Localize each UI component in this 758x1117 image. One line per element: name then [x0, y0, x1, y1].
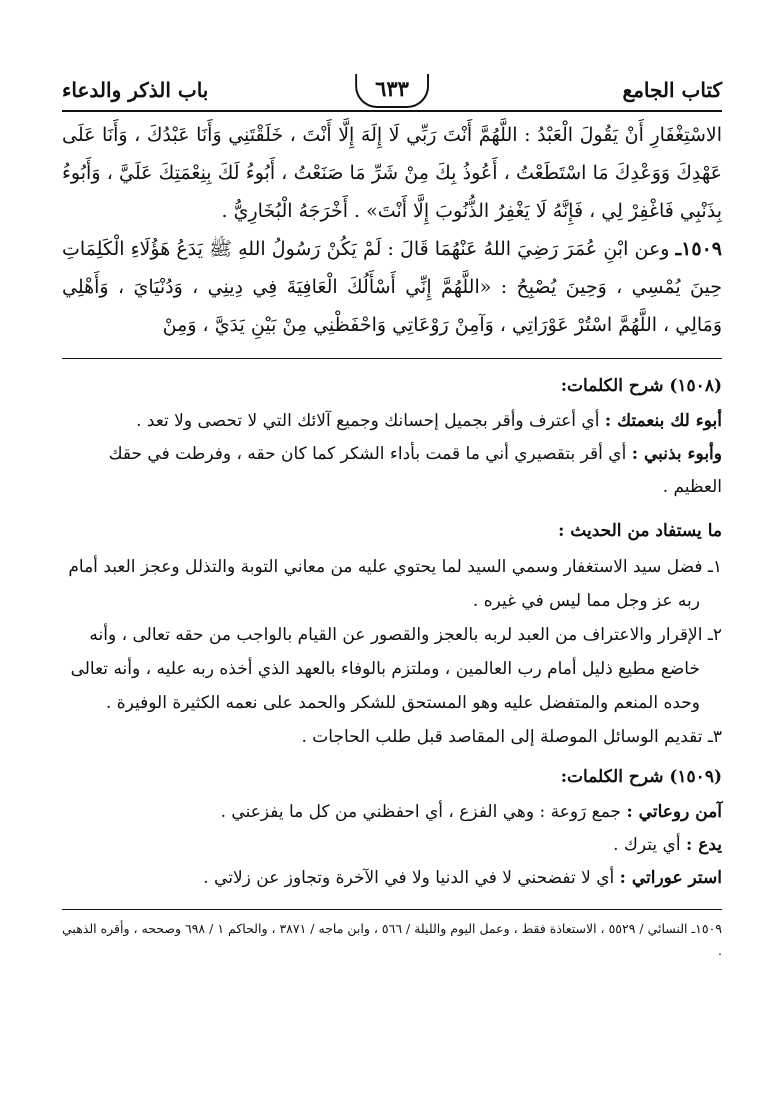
- gloss-text: أي أعترف وأقر بجميل إحسانك وجميع آلائك التي لا تحصى ولا تعد .: [136, 411, 605, 431]
- chapter-title: باب الذكر والدعاء: [62, 78, 209, 102]
- gloss-item: [62, 405, 722, 438]
- gloss-item: [62, 796, 722, 829]
- gloss-text: أي يترك .: [613, 835, 686, 855]
- gloss-term: يدع :: [686, 835, 722, 855]
- header-rule: [62, 110, 722, 112]
- hadith-1509: [62, 230, 722, 344]
- gloss-text: أي لا تفضحني لا في الدنيا ولا في الآخرة وتجاوز عن زلاتي .: [203, 868, 620, 888]
- benefit-item: ٣ـ تقديم الوسائل الموصلة إلى المقاصد قبل طلب الحاجات .: [301, 727, 722, 747]
- benefits-title: ما يستفاد من الحديث :: [558, 521, 722, 541]
- book-page: [62, 70, 722, 962]
- gloss-item: [62, 438, 722, 504]
- sharh-1509: [62, 760, 722, 895]
- gloss-term: وأبوء بذنبي :: [631, 444, 722, 464]
- hadith-number: ١٥٠٩ـ: [675, 238, 722, 260]
- sharh-1508-title: (١٥٠٨) شرح الكلمات:: [560, 376, 722, 396]
- gloss-term: آمن روعاتي :: [626, 802, 722, 822]
- section-divider: [62, 358, 722, 359]
- benefits-section: [62, 514, 722, 754]
- sharh-1509-title: (١٥٠٩) شرح الكلمات:: [560, 767, 722, 787]
- benefit-item: ١ـ فضل سيد الاستغفار وسمي السيد لما يحتوي عليه من معاني التوبة والتذلل وعجز العبد أمام ربه عز وجل مما ليس في غيره .: [68, 557, 722, 611]
- sharh-1508: [62, 369, 722, 504]
- page-header: [62, 70, 722, 116]
- hadith-1508-end: الاسْتِغْفَارِ أَنْ يَقُولَ الْعَبْدُ : اللَّهُمَّ أَنْتَ رَبِّي لَا إِلَهَ إِلَّا أَنْتَ ، خَلَقْتَنِي وَأَنَا عَبْدُكَ ، وَأَنَا عَلَى عَهْدِكَ وَوَعْدِكَ مَا اسْتَطَعْتُ ، أَعُوذُ بِكَ مِنْ شَرِّ مَا صَنَعْتُ ، أَبُوءُ لَكَ بِنِعْمَتِكَ عَلَيَّ ، وَأَبُوءُ بِذَنْبِي فَاغْفِرْ لِي ، فَإِنَّهُ لَا يَغْفِرُ الذُّنُوبَ إِلَّا أَنْتَ» . أَخْرَجَهُ الْبُخَارِيُّ .: [62, 124, 722, 222]
- footnote-rule: [62, 909, 722, 910]
- hadith-1509-text: وعن ابْنِ عُمَرَ رَضِيَ اللهُ عَنْهُمَا قَالَ : لَمْ يَكُنْ رَسُولُ اللهِ ﷺ يَدَعُ هَؤُلَاءِ الْكَلِمَاتِ حِينَ يُمْسِي ، وَحِينَ يُصْبِحُ : «اللَّهُمَّ إِنِّي أَسْأَلُكَ الْعَافِيَةَ فِي دِينِي ، وَدُنْيَايَ ، وَأَهْلِي وَمَالِي ، اللَّهُمَّ اسْتُرْ عَوْرَاتِي ، وَآمِنْ رَوْعَاتِي وَاحْفَظْنِي مِنْ بَيْنِ يَدَيَّ ، وَمِنْ: [62, 238, 722, 336]
- gloss-term: استر عوراتي :: [619, 868, 722, 888]
- gloss-term: أبوء لك بنعمتك :: [604, 411, 722, 431]
- hadith-text: [62, 116, 722, 344]
- gloss-text: جمع رَوعة : وهي الفزع ، أي احفظني من كل ما يفزعني .: [220, 802, 627, 822]
- page-number: ٦٣٣: [355, 74, 429, 108]
- benefits-list: [62, 550, 722, 754]
- book-title: كتاب الجامع: [622, 78, 722, 102]
- footnote: ١٥٠٩ـ النسائي / ٥٥٢٩ ، الاستعاذة فقط ، وعمل اليوم والليلة / ٥٦٦ ، وابن ماجه / ٣٨٧١ ، والحاكم ١ / ٦٩٨ وصححه ، وأقره الذهبي .: [62, 921, 722, 958]
- benefit-item: ٢ـ الإقرار والاعتراف من العبد لربه بالعجز والقصور عن القيام بالواجب من حقه تعالى ، وأنه خاضع مطيع ذليل أمام رب العالمين ، وملتزم بالوفاء بالعهد الذي أخذه ربه عليه ، وأنه تعالى وحده المنعم والمتفضل عليه وهو المستحق للشكر والحمد على نعمه الكثيرة الوفيرة .: [70, 625, 722, 713]
- gloss-item: [62, 829, 722, 862]
- gloss-item: [62, 862, 722, 895]
- gloss-text: أي أقر بتقصيري أني ما قمت بأداء الشكر كما كان حقه ، وفرطت في حقك العظيم .: [108, 444, 722, 497]
